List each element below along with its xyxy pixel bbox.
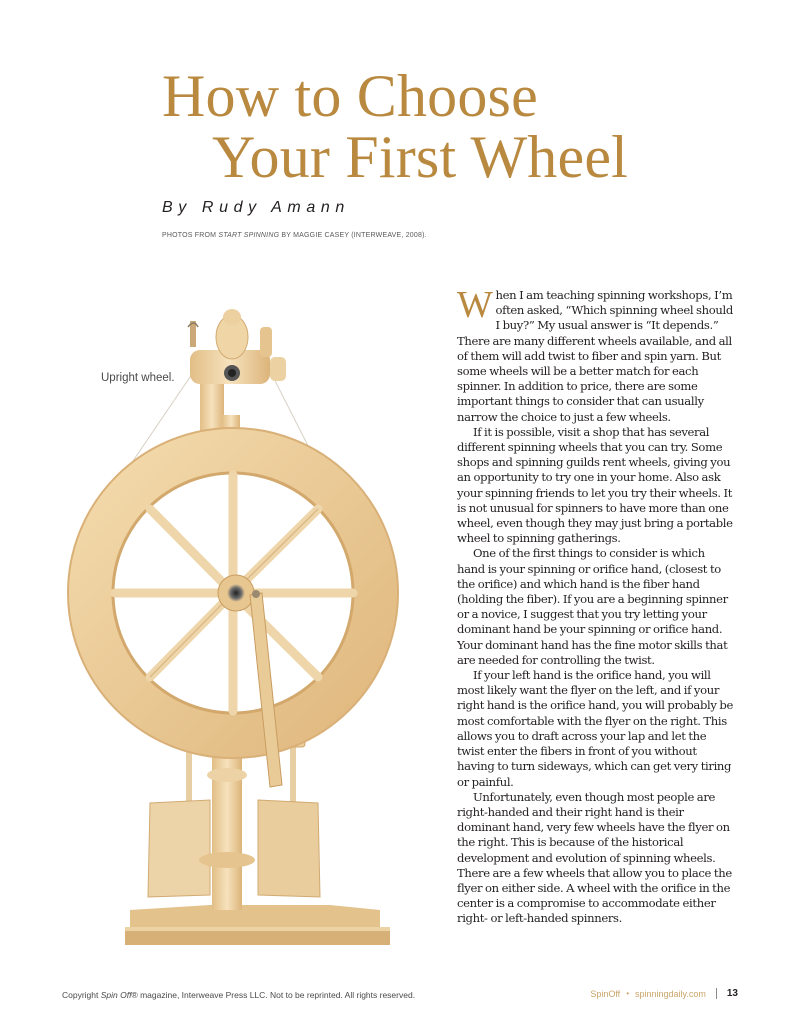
title-line-1: How to Choose bbox=[162, 63, 538, 129]
paragraph-3: One of the first things to consider is which hand is your spinning or orifice hand, (closest to the orifice) and which hand is the fiber hand (holding the fiber). If you are a beginning spinner or a novice, I suggest that you try letting your dominant hand be your spinning or orifice hand. Your dominant hand has the fine motor skills that are needed for controlling the twist. bbox=[457, 546, 728, 667]
byline: By Rudy Amann bbox=[162, 199, 350, 216]
footer-folio bbox=[590, 988, 738, 999]
page-number: 13 bbox=[726, 988, 738, 999]
paragraph-2: If it is possible, visit a shop that has several different spinning wheels that you can try. Some shops and spinning guilds rent wheels, giving you an opportunity to try one in your home. Also ask your spinning friends to let you try their wheels. It is not unusual for spinners to have more than one wheel, even though they may just bring a portable wheel to spinning gatherings. bbox=[457, 424, 733, 546]
title-line-2: Your First Wheel bbox=[212, 124, 629, 190]
copyright-magazine: Spin Off bbox=[100, 990, 132, 1000]
article-title bbox=[0, 63, 800, 190]
spinning-wheel-photo bbox=[0, 255, 448, 955]
footer-divider bbox=[716, 988, 717, 999]
photo-credit bbox=[162, 232, 427, 239]
footer-brand: SpinOff bbox=[590, 988, 621, 999]
copyright-suffix: ® magazine, Interweave Press LLC. Not to be reprinted. All rights reserved. bbox=[131, 990, 416, 1000]
paragraph-4: If your left hand is the orifice hand, you will most likely want the flyer on the left, and if your right hand is the orifice hand, you will probably be most comfortable with the flyer on the right. This allows you to draft across your lap and let the twist enter the fibers in front of you without having to turn sideways, which can get very tiring or painful. bbox=[457, 668, 733, 789]
footer-bullet: • bbox=[626, 989, 629, 998]
article-body bbox=[457, 284, 733, 927]
credit-book-title: START SPINNING bbox=[218, 232, 280, 239]
paragraph-5: Unfortunately, even though most people are right-handed and their right hand is their dominant hand, very few wheels have the flyer on the right. This is because of the historical development and evolution of spinning wheels. There are a few wheels that allow you to place the flyer on either side. A wheel with the orifice in the center is a compromise to accommodate either right- or left-handed spinners. bbox=[457, 789, 732, 926]
copyright-prefix: Copyright bbox=[62, 990, 101, 1000]
footer-site-link[interactable]: spinningdaily.com bbox=[635, 988, 706, 999]
credit-suffix: BY MAGGIE CASEY (INTERWEAVE, 2008). bbox=[279, 232, 427, 239]
photo-caption: Upright wheel. bbox=[101, 372, 175, 384]
footer-copyright bbox=[62, 990, 415, 1000]
credit-prefix: PHOTOS FROM bbox=[162, 232, 219, 239]
drop-cap: W bbox=[457, 284, 493, 326]
paragraph-1-text: hen I am teaching spinning workshops, I’m often asked, “Which spinning wheel should I buy?” My usual answer is “It depends.” There are many different wheels available, and all of them will add twist to fiber and spin yarn. But some wheels will be a better match for each spinner. In addition to price, there are some important things to consider that can usually narrow the choice to just a few wheels. bbox=[457, 288, 733, 424]
paragraph-1 bbox=[457, 284, 733, 425]
